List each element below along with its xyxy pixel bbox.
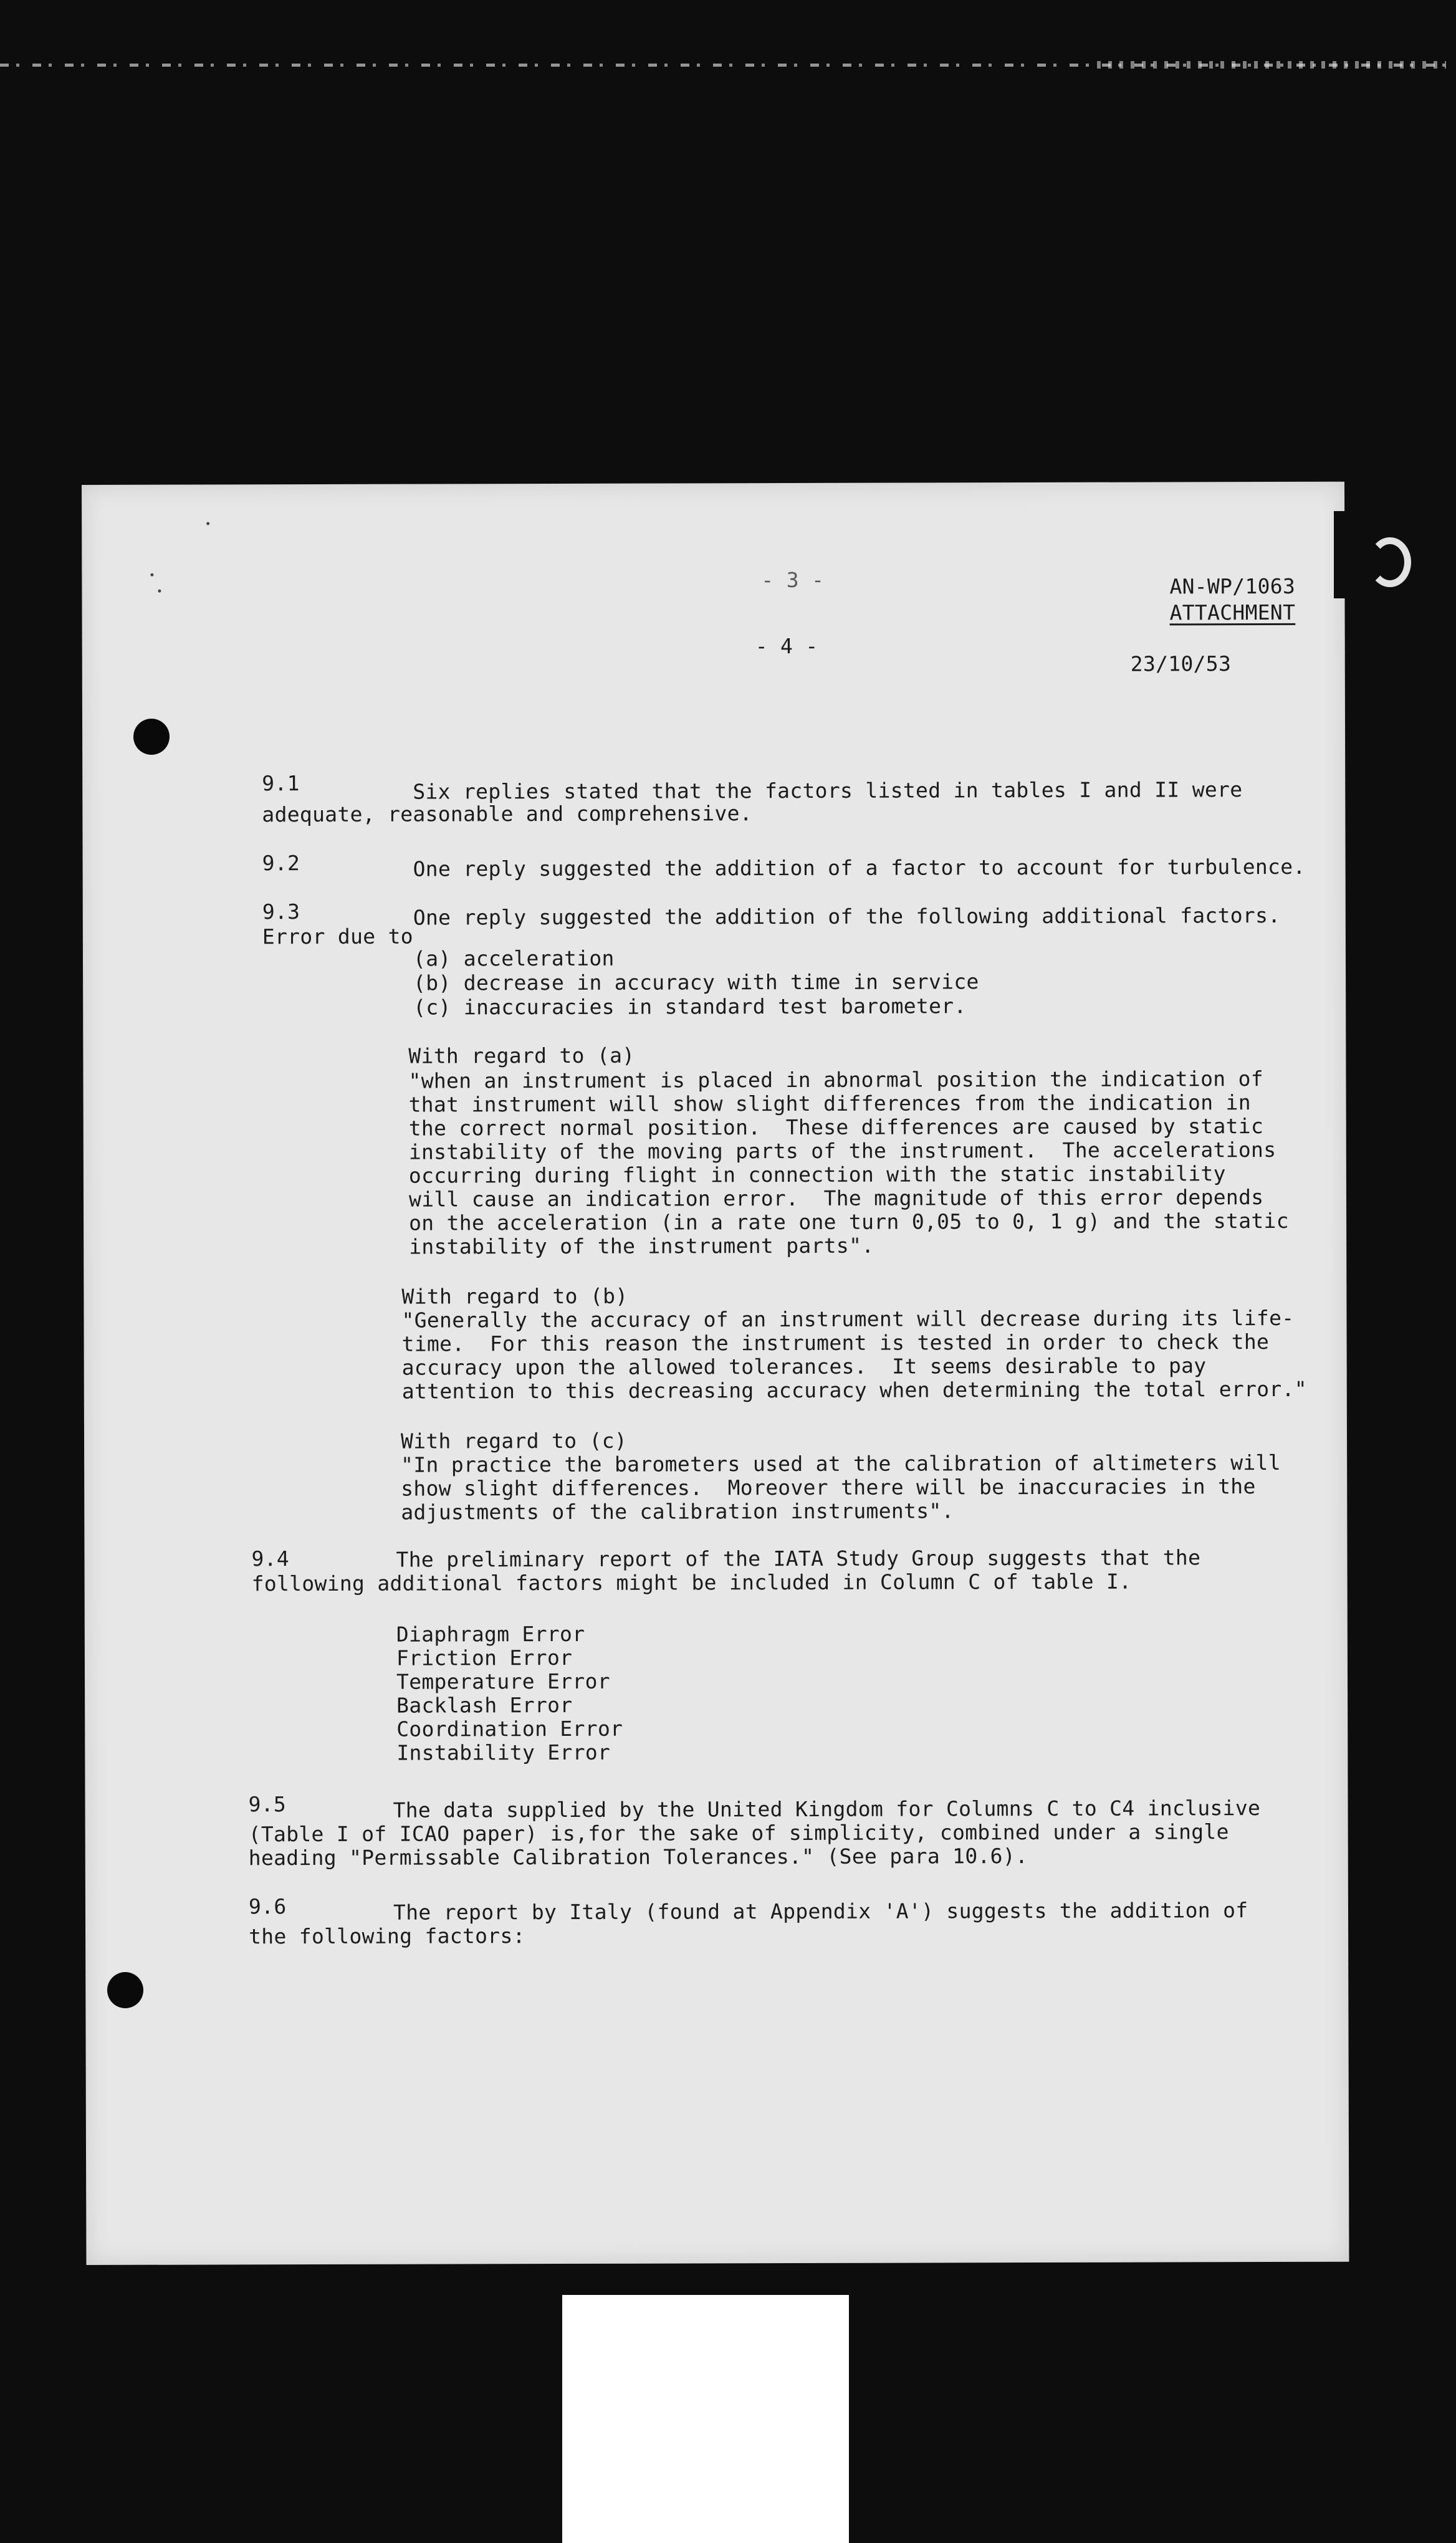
page-number: - 4 -	[755, 633, 818, 659]
para-number: 9.2	[262, 851, 300, 876]
quote-line: will cause an indication error. The magnitude of this error depends	[408, 1185, 1264, 1212]
para-number: 9.5	[248, 1792, 287, 1817]
punch-hole	[133, 719, 170, 755]
para-text: adequate, reasonable and comprehensive.	[262, 801, 752, 827]
quote-line: instability of the moving parts of the instrument. The accelerations	[408, 1137, 1276, 1164]
attachment-label: ATTACHMENT	[1169, 600, 1296, 625]
quote-line: the correct normal position. These differences are caused by static	[408, 1114, 1264, 1141]
para-text: The report by Italy (found at Appendix 'A') suggests the addition of	[393, 1898, 1248, 1925]
document-page	[82, 482, 1349, 2265]
para-text: Error due to	[262, 924, 413, 949]
faint-page-number: - 3 -	[761, 567, 825, 593]
quote-line: "Generally the accuracy of an instrument will decrease during its life-	[401, 1305, 1295, 1333]
quote-line: show slight differences. Moreover there will be inaccuracies in the	[401, 1474, 1256, 1501]
para-number: 9.3	[262, 899, 300, 924]
quote-line: on the acceleration (in a rate one turn 0,05 to 0, 1 g) and the static	[409, 1208, 1289, 1235]
quote-line: that instrument will show slight differences from the indication in	[408, 1090, 1251, 1117]
quote-line: attention to this decreasing accuracy when determining the total error."	[401, 1376, 1307, 1404]
quote-line: time. For this reason the instrument is tested in order to check the	[401, 1329, 1270, 1356]
corner-clip-mark	[1369, 537, 1411, 587]
para-text: (Table I of ICAO paper) is,for the sake of simplicity, combined under a single	[248, 1819, 1229, 1847]
para-text: One reply suggested the addition of a factor to account for turbulence.	[413, 854, 1306, 881]
list-item: (c) inaccuracies in standard test barometer.	[413, 994, 967, 1020]
para-number: 9.1	[262, 771, 300, 796]
list-item: (a) acceleration	[413, 946, 615, 971]
quote-line: accuracy upon the allowed tolerances. It seems desirable to pay	[401, 1353, 1207, 1380]
para-text: the following factors:	[249, 1923, 525, 1949]
quote-line: adjustments of the calibration instruments".	[401, 1498, 954, 1525]
error-item: Diaphragm Error	[396, 1621, 585, 1647]
para-number: 9.6	[248, 1894, 287, 1919]
punch-hole	[107, 1972, 143, 2008]
document-date: 23/10/53	[1130, 651, 1232, 676]
film-edge-marks-right	[1097, 61, 1446, 69]
error-item: Coordination Error	[396, 1716, 623, 1741]
list-item: (b) decrease in accuracy with time in service	[413, 969, 979, 995]
para-text: The preliminary report of the IATA Study Group suggests that the	[396, 1545, 1201, 1572]
regard-heading: With regard to (a)	[408, 1043, 635, 1068]
quote-line: "In practice the barometers used at the calibration of altimeters will	[401, 1450, 1281, 1477]
para-text: Six replies stated that the factors listed in tables I and II were	[413, 777, 1243, 804]
quote-line: occurring during flight in connection with the static instability	[408, 1161, 1226, 1188]
blank-label-box	[562, 2295, 849, 2543]
regard-heading: With regard to (b)	[401, 1283, 628, 1309]
quote-line: "when an instrument is placed in abnormal position the indication of	[408, 1066, 1263, 1093]
regard-heading: With regard to (c)	[400, 1428, 628, 1453]
para-text: following additional factors might be included in Column C of table I.	[251, 1569, 1132, 1596]
error-item: Backlash Error	[396, 1692, 573, 1718]
error-item: Friction Error	[396, 1645, 573, 1670]
error-item: Temperature Error	[396, 1669, 610, 1694]
quote-line: instability of the instrument parts".	[409, 1233, 874, 1259]
para-number: 9.4	[251, 1546, 290, 1571]
para-text: One reply suggested the addition of the following additional factors.	[413, 903, 1281, 930]
para-text: heading "Permissable Calibration Tolerances." (See para 10.6).	[248, 1844, 1028, 1870]
document-reference: AN-WP/1063	[1169, 573, 1296, 599]
speck	[206, 522, 209, 525]
para-text: The data supplied by the United Kingdom for Columns C to C4 inclusive	[393, 1796, 1261, 1822]
speck	[150, 573, 153, 577]
error-item: Instability Error	[396, 1740, 611, 1765]
speck	[158, 590, 161, 593]
